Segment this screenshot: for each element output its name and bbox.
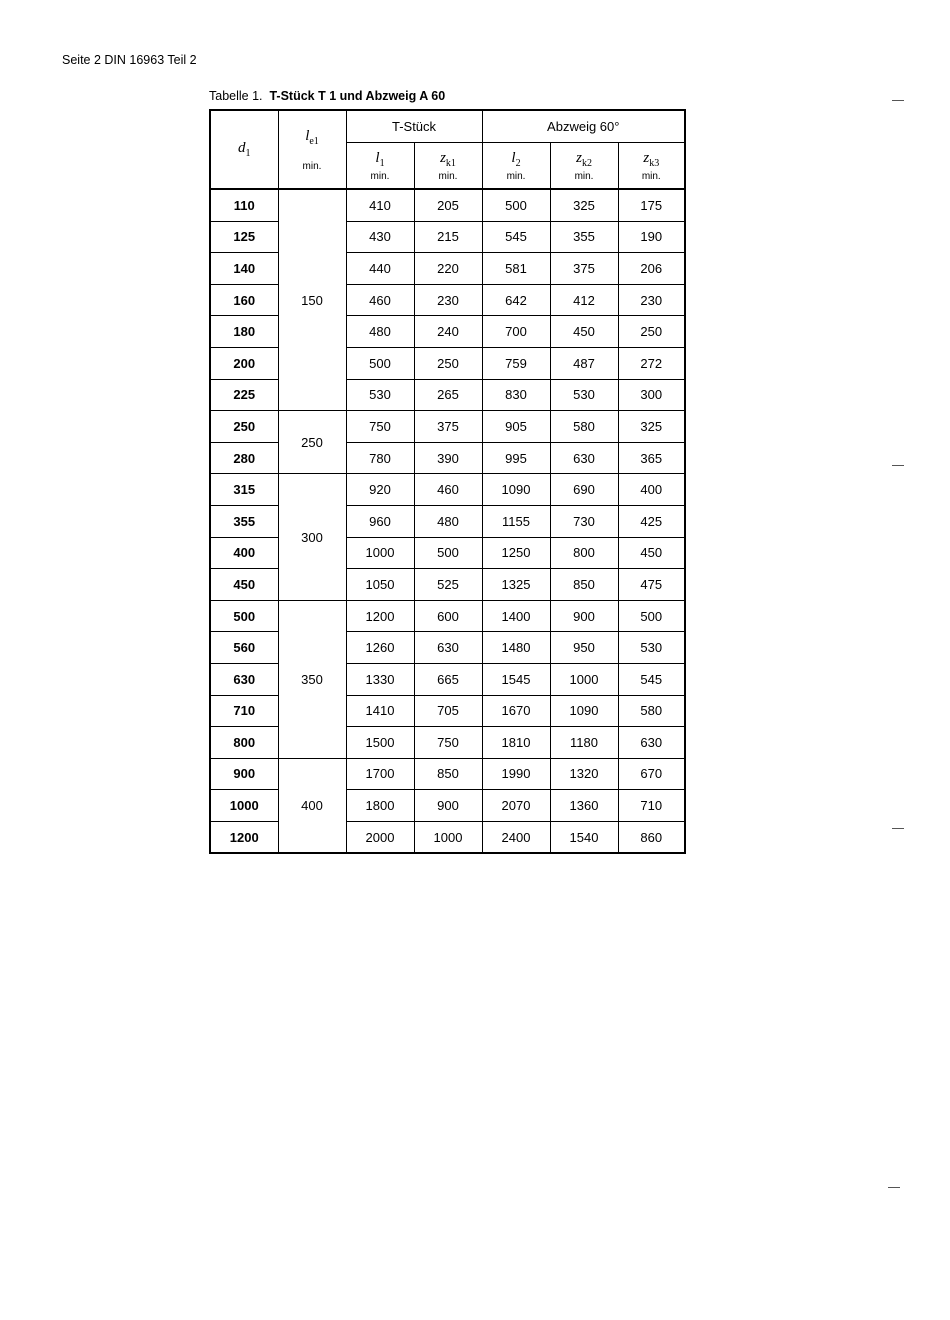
- cell-zk3: 450: [618, 537, 685, 569]
- cell-d1: 180: [210, 316, 278, 348]
- cell-zk2: 1000: [550, 663, 618, 695]
- margin-mark: [888, 1187, 900, 1188]
- caption-title: T-Stück T 1 und Abzweig A 60: [269, 89, 446, 103]
- cell-zk1: 390: [414, 442, 482, 474]
- cell-zk3: 230: [618, 284, 685, 316]
- cell-zk3: 400: [618, 474, 685, 506]
- cell-d1: 280: [210, 442, 278, 474]
- cell-l2: 1325: [482, 569, 550, 601]
- cell-l2: 1810: [482, 727, 550, 759]
- table-row: [210, 758, 685, 790]
- table-row: [210, 189, 685, 221]
- cell-l1: 440: [346, 253, 414, 285]
- cell-zk2: 1090: [550, 695, 618, 727]
- cell-zk2: 900: [550, 600, 618, 632]
- cell-l1: 780: [346, 442, 414, 474]
- cell-l1: 1050: [346, 569, 414, 601]
- cell-l2: 905: [482, 411, 550, 443]
- cell-le1: 250: [278, 411, 346, 474]
- cell-zk1: 525: [414, 569, 482, 601]
- margin-mark: [892, 828, 904, 829]
- cell-zk2: 450: [550, 316, 618, 348]
- cell-zk2: 950: [550, 632, 618, 664]
- cell-l1: 410: [346, 189, 414, 221]
- cell-zk3: 710: [618, 790, 685, 822]
- cell-zk1: 265: [414, 379, 482, 411]
- cell-l2: 1480: [482, 632, 550, 664]
- cell-zk3: 670: [618, 758, 685, 790]
- cell-d1: 800: [210, 727, 278, 759]
- cell-zk1: 750: [414, 727, 482, 759]
- cell-zk3: 500: [618, 600, 685, 632]
- cell-zk2: 375: [550, 253, 618, 285]
- cell-zk2: 1180: [550, 727, 618, 759]
- cell-zk2: 325: [550, 189, 618, 221]
- cell-zk3: 475: [618, 569, 685, 601]
- cell-d1: 125: [210, 221, 278, 253]
- cell-d1: 560: [210, 632, 278, 664]
- cell-zk1: 850: [414, 758, 482, 790]
- cell-d1: 355: [210, 505, 278, 537]
- cell-d1: 140: [210, 253, 278, 285]
- cell-zk3: 530: [618, 632, 685, 664]
- cell-zk1: 230: [414, 284, 482, 316]
- cell-l1: 1700: [346, 758, 414, 790]
- cell-zk2: 530: [550, 379, 618, 411]
- cell-d1: 500: [210, 600, 278, 632]
- cell-le1: 350: [278, 600, 346, 758]
- cell-zk3: 630: [618, 727, 685, 759]
- cell-zk2: 487: [550, 347, 618, 379]
- margin-mark: [892, 465, 904, 466]
- header-d1: $d_1$: [210, 110, 278, 189]
- cell-zk2: 690: [550, 474, 618, 506]
- cell-d1: 900: [210, 758, 278, 790]
- cell-l2: 642: [482, 284, 550, 316]
- header-zk1: $z_{k1}$ min.: [414, 143, 482, 190]
- cell-l2: 995: [482, 442, 550, 474]
- cell-zk3: 206: [618, 253, 685, 285]
- cell-zk2: 1540: [550, 821, 618, 853]
- cell-l1: 530: [346, 379, 414, 411]
- cell-zk2: 580: [550, 411, 618, 443]
- table-row: [210, 411, 685, 443]
- cell-zk1: 220: [414, 253, 482, 285]
- cell-le1: 300: [278, 474, 346, 600]
- cell-le1: 150: [278, 189, 346, 411]
- cell-zk3: 175: [618, 189, 685, 221]
- page-header: Seite 2 DIN 16963 Teil 2: [62, 53, 197, 67]
- margin-mark: [892, 100, 904, 101]
- cell-zk2: 800: [550, 537, 618, 569]
- cell-zk3: 580: [618, 695, 685, 727]
- cell-l1: 460: [346, 284, 414, 316]
- cell-zk3: 272: [618, 347, 685, 379]
- cell-zk2: 1320: [550, 758, 618, 790]
- header-le1: $l_{e1}$ min.: [278, 110, 346, 189]
- cell-l1: 1800: [346, 790, 414, 822]
- cell-zk2: 412: [550, 284, 618, 316]
- cell-zk1: 1000: [414, 821, 482, 853]
- cell-zk1: 480: [414, 505, 482, 537]
- cell-d1: 1200: [210, 821, 278, 853]
- cell-zk1: 250: [414, 347, 482, 379]
- cell-l2: 2070: [482, 790, 550, 822]
- cell-l1: 1260: [346, 632, 414, 664]
- cell-l2: 830: [482, 379, 550, 411]
- header-zk3: $z_{k3}$ min.: [618, 143, 685, 190]
- cell-zk1: 460: [414, 474, 482, 506]
- header-l2: $l_2$ min.: [482, 143, 550, 190]
- cell-l2: 500: [482, 189, 550, 221]
- cell-d1: 200: [210, 347, 278, 379]
- cell-d1: 160: [210, 284, 278, 316]
- cell-zk1: 600: [414, 600, 482, 632]
- cell-l1: 1500: [346, 727, 414, 759]
- cell-zk1: 205: [414, 189, 482, 221]
- cell-l2: 2400: [482, 821, 550, 853]
- cell-zk1: 630: [414, 632, 482, 664]
- cell-l1: 430: [346, 221, 414, 253]
- cell-l2: 1545: [482, 663, 550, 695]
- cell-zk1: 215: [414, 221, 482, 253]
- cell-l1: 920: [346, 474, 414, 506]
- caption-label: Tabelle 1.: [209, 89, 263, 103]
- cell-zk2: 1360: [550, 790, 618, 822]
- cell-l2: 759: [482, 347, 550, 379]
- cell-l2: 1400: [482, 600, 550, 632]
- cell-l1: 1330: [346, 663, 414, 695]
- cell-l1: 750: [346, 411, 414, 443]
- cell-zk1: 500: [414, 537, 482, 569]
- dimension-table: [209, 109, 686, 854]
- cell-l1: 2000: [346, 821, 414, 853]
- cell-zk1: 240: [414, 316, 482, 348]
- cell-d1: 110: [210, 189, 278, 221]
- cell-l1: 1410: [346, 695, 414, 727]
- header-group-t-stueck: T-Stück: [346, 110, 482, 143]
- cell-l2: 1990: [482, 758, 550, 790]
- cell-zk2: 850: [550, 569, 618, 601]
- cell-zk3: 250: [618, 316, 685, 348]
- cell-d1: 315: [210, 474, 278, 506]
- cell-d1: 250: [210, 411, 278, 443]
- table-row: [210, 474, 685, 506]
- cell-zk1: 375: [414, 411, 482, 443]
- cell-zk2: 355: [550, 221, 618, 253]
- table-body: [210, 189, 685, 853]
- cell-l2: 700: [482, 316, 550, 348]
- cell-zk2: 630: [550, 442, 618, 474]
- cell-le1: 400: [278, 758, 346, 853]
- cell-d1: 630: [210, 663, 278, 695]
- cell-d1: 710: [210, 695, 278, 727]
- cell-l1: 960: [346, 505, 414, 537]
- cell-l2: 1155: [482, 505, 550, 537]
- cell-zk1: 900: [414, 790, 482, 822]
- header-zk2: $z_{k2}$ min.: [550, 143, 618, 190]
- cell-zk3: 190: [618, 221, 685, 253]
- table-row: [210, 600, 685, 632]
- cell-l2: 545: [482, 221, 550, 253]
- cell-l2: 1670: [482, 695, 550, 727]
- cell-zk3: 325: [618, 411, 685, 443]
- cell-l1: 1000: [346, 537, 414, 569]
- cell-l2: 1250: [482, 537, 550, 569]
- cell-l2: 581: [482, 253, 550, 285]
- cell-d1: 450: [210, 569, 278, 601]
- cell-l1: 500: [346, 347, 414, 379]
- cell-zk1: 665: [414, 663, 482, 695]
- cell-l1: 480: [346, 316, 414, 348]
- header-group-abzweig: Abzweig 60°: [482, 110, 685, 143]
- cell-zk3: 300: [618, 379, 685, 411]
- cell-zk3: 365: [618, 442, 685, 474]
- cell-d1: 400: [210, 537, 278, 569]
- cell-zk2: 730: [550, 505, 618, 537]
- cell-zk3: 425: [618, 505, 685, 537]
- cell-zk3: 545: [618, 663, 685, 695]
- cell-d1: 1000: [210, 790, 278, 822]
- table-caption: [209, 89, 445, 103]
- cell-l2: 1090: [482, 474, 550, 506]
- cell-d1: 225: [210, 379, 278, 411]
- header-l1: $l_1$ min.: [346, 143, 414, 190]
- cell-zk1: 705: [414, 695, 482, 727]
- cell-l1: 1200: [346, 600, 414, 632]
- cell-zk3: 860: [618, 821, 685, 853]
